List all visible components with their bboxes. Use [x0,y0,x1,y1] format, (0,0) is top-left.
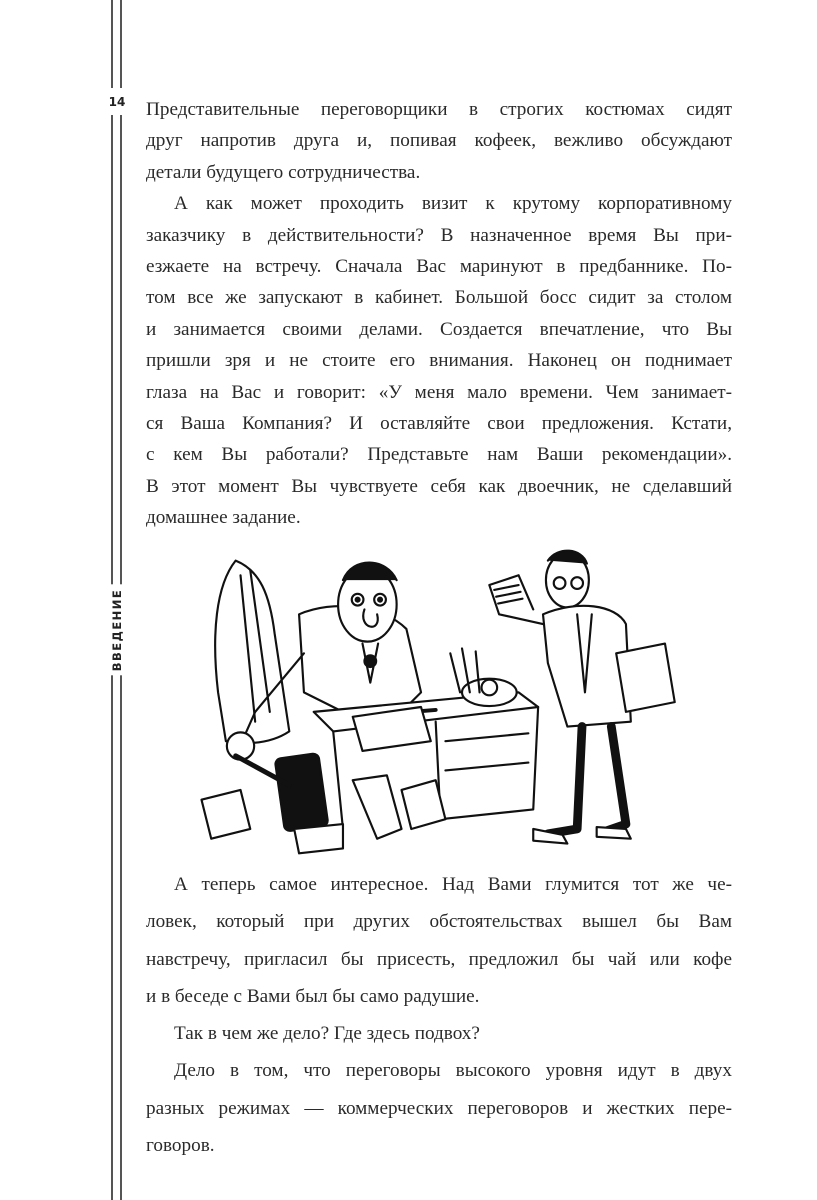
text-line: езжаете на встречу. Сначала Вас маринуют в предбаннике. По- [146,255,732,277]
bottom-text-block [146,866,732,1164]
text-line: домашнее задание. [146,507,301,529]
text-line: и занимается своими делами. Создается впечатление, что Вы [146,318,732,340]
text-line: ловек, который при других обстоятельствах вышел бы Вам [146,911,732,933]
margin-rule-right-top [120,0,122,88]
text-line: ся Ваша Компания? И оставляйте свои предложения. Кстати, [146,412,732,434]
text-line: глаза на Вас и говорит: «У меня мало времени. Чем занимает- [146,381,732,403]
text-line: том все же запускают в кабинет. Большой босс сидит за столом [146,287,732,309]
text-line: навстречу, пригласил бы присесть, предложил бы чай или кофе [146,948,732,970]
text-line: друг напротив друга и, попивая кофеек, вежливо обсуждают [146,130,732,152]
text-line: А как может проходить визит к крутому корпоративному [174,193,732,215]
text-line: Представительные переговорщики в строгих костюмах сидят [146,99,732,120]
cartoon-illustration [190,546,735,868]
section-title: ВВЕДЕНИЕ [110,585,124,676]
text-line: А теперь самое интересное. Над Вами глумится тот же че- [174,874,732,895]
page-number: 14 [108,95,126,109]
text-line: пришли зря и не стоите его внимания. Наконец он поднимает [146,350,732,372]
text-line: разных режимах — коммерческих переговоров и жестких пере- [146,1097,732,1119]
text-line: заказчику в действительности? В назначенное время Вы при- [146,224,732,246]
text-line: Так в чем же дело? Где здесь подвох? [174,1023,480,1045]
text-line: и в беседе с Вами был бы само радушие. [146,985,480,1007]
margin-rule-left-top [111,0,113,88]
text-line: В этот момент Вы чувствуете себя как двоечник, не сделавший [146,475,732,497]
top-text-block [146,94,732,533]
text-line: детали будущего сотрудничества. [146,161,421,183]
text-line: говоров. [146,1135,215,1157]
text-line: Дело в том, что переговоры высокого уровня идут в двух [174,1060,732,1082]
text-line: с кем Вы работали? Представьте нам Ваши рекомендации». [146,444,732,466]
